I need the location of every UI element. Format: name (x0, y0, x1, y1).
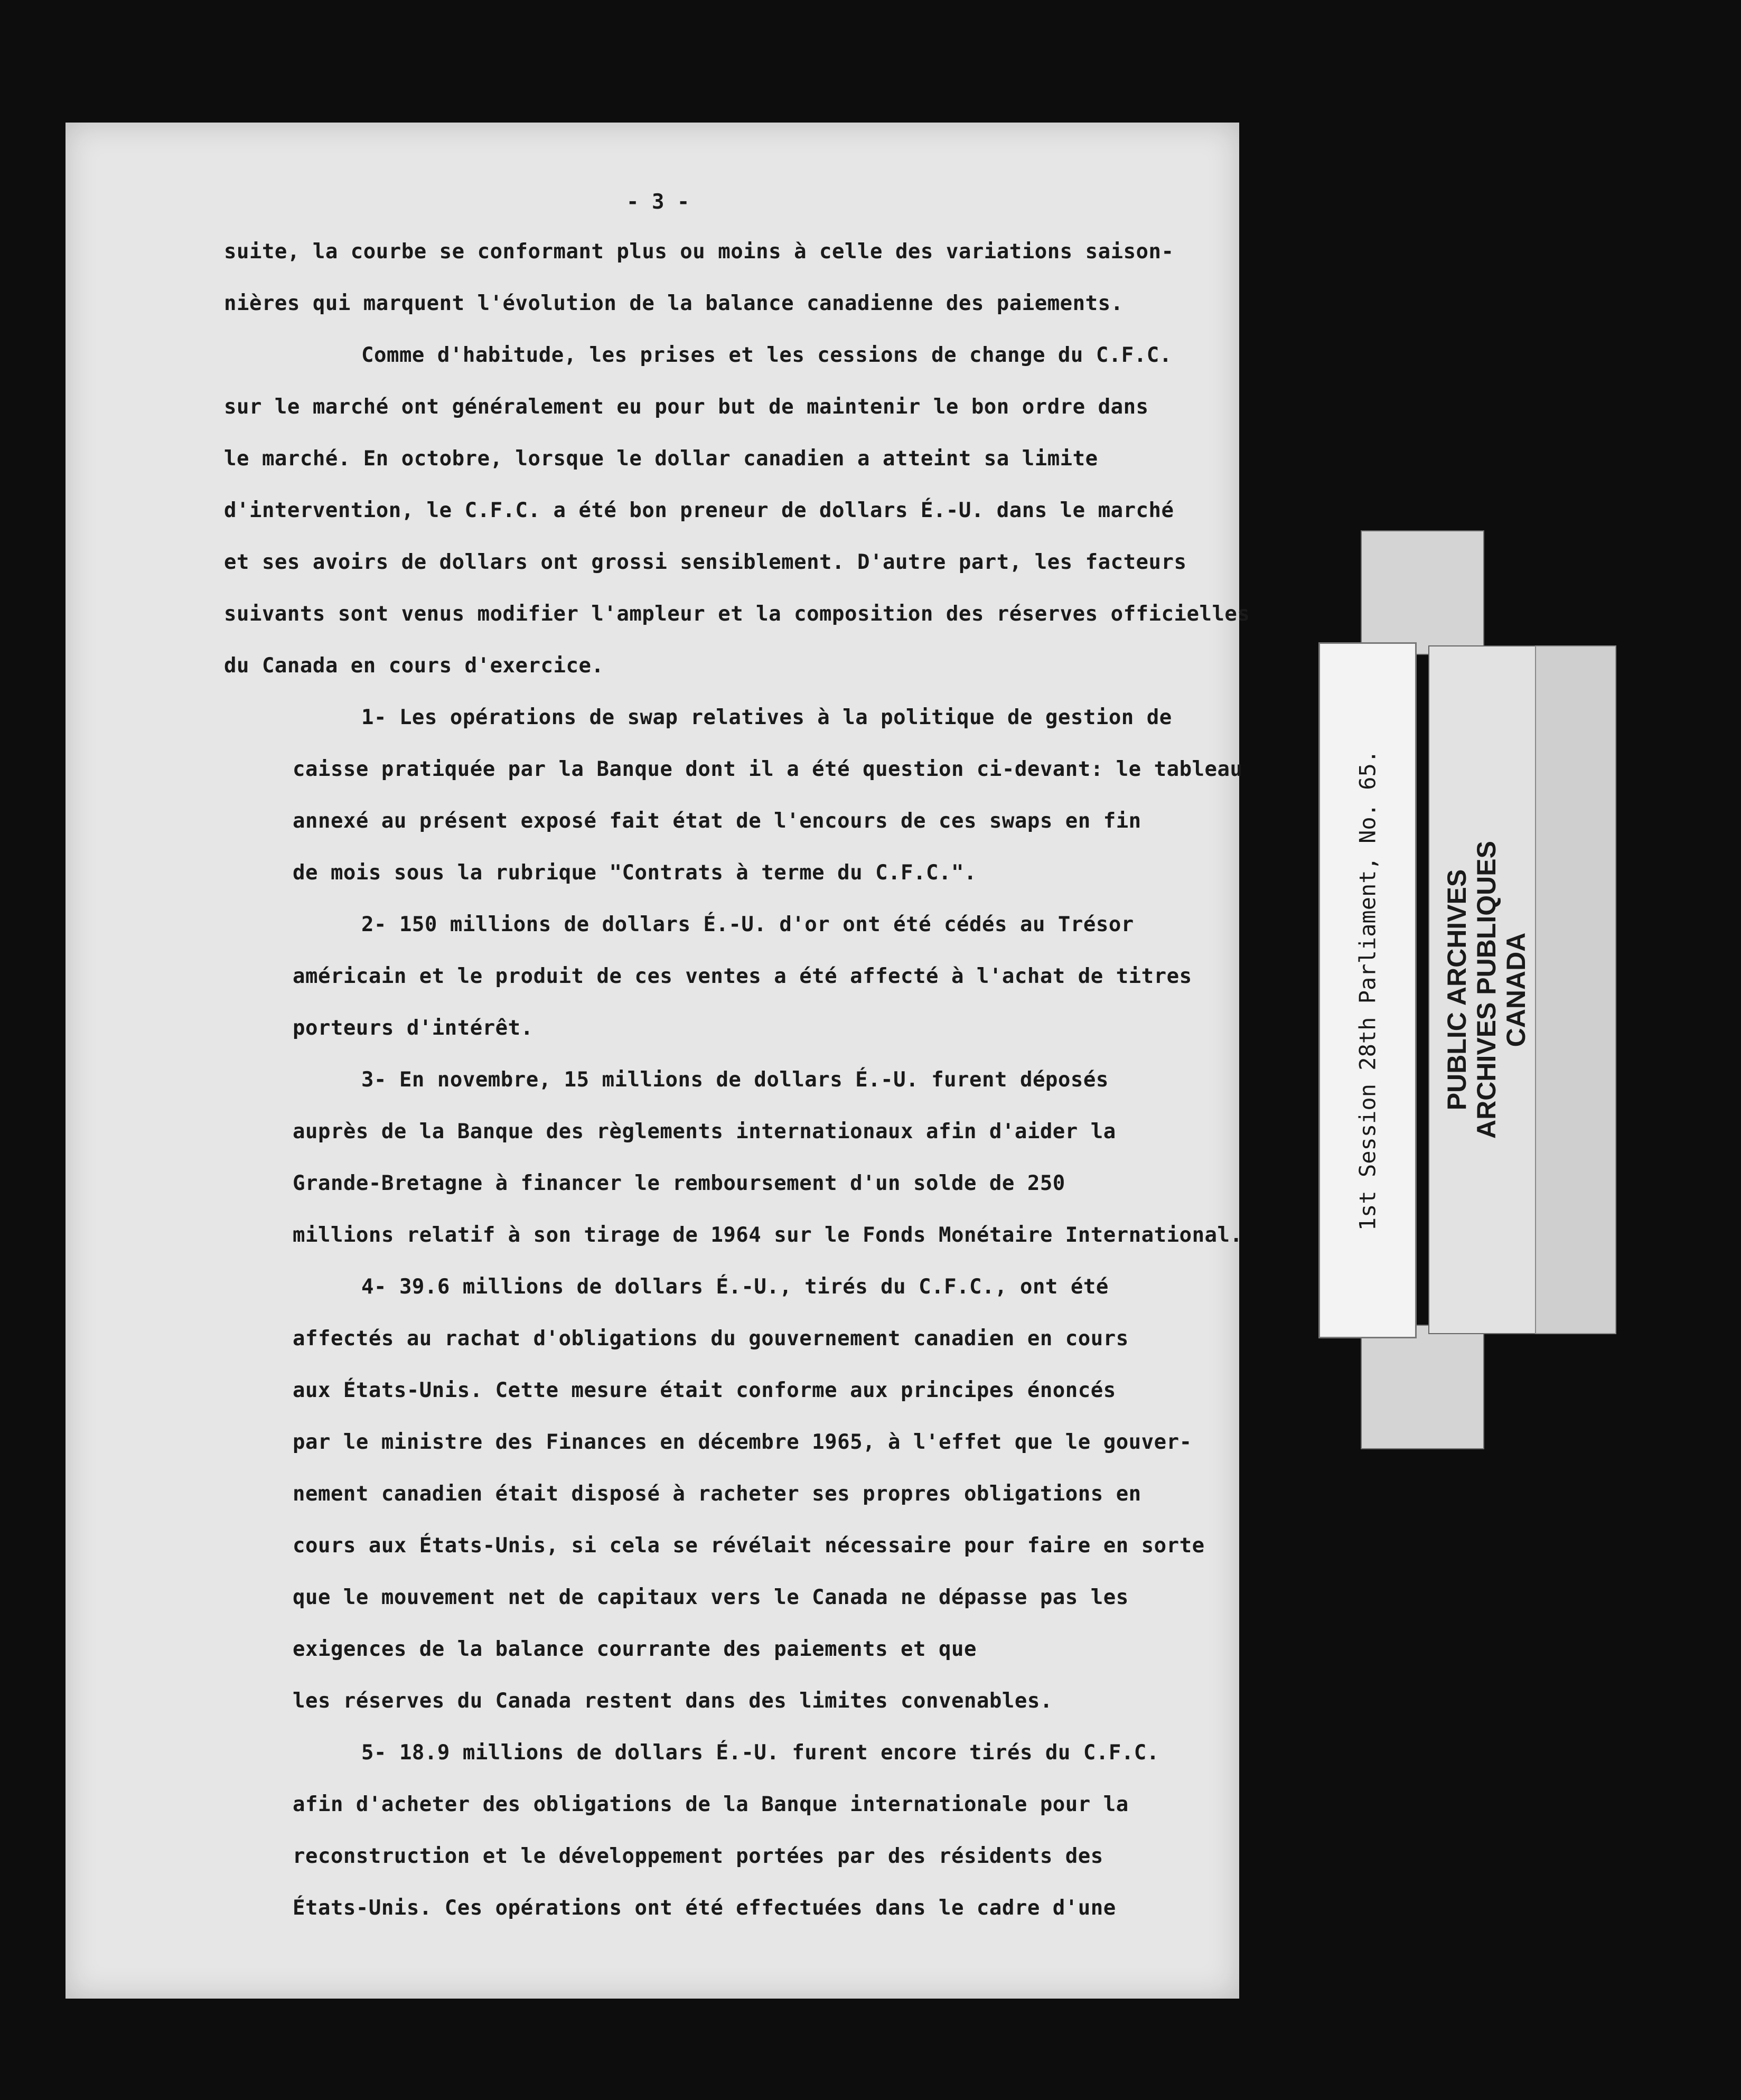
body-line: le marché. En octobre, lorsque le dollar canadien a atteint sa limite (224, 447, 1098, 471)
body-line: et ses avoirs de dollars ont grossi sensiblement. D'autre part, les facteurs (224, 550, 1187, 574)
stamp-line: ARCHIVES PUBLIQUES (1472, 841, 1501, 1139)
body-line: suivants sont venus modifier l'ampleur et la composition des réserves officielles (224, 602, 1250, 626)
list-item-line: caisse pratiquée par la Banque dont il a été question ci-devant: le tableau (293, 757, 1243, 781)
list-item-line: afin d'acheter des obligations de la Banque internationale pour la (293, 1793, 1129, 1816)
list-item-line: américain et le produit de ces ventes a été affecté à l'achat de titres (293, 964, 1192, 988)
list-item-line: annexé au présent exposé fait état de l'encours de ces swaps en fin (293, 809, 1141, 833)
body-line: sur le marché ont généralement eu pour but de maintenir le bon ordre dans (224, 395, 1149, 419)
session-slip (1318, 642, 1417, 1338)
body-line: d'intervention, le C.F.C. a été bon preneur de dollars É.-U. dans le marché (224, 499, 1174, 522)
session-label: 1st Session 28th Parliament, No. 65. (1354, 749, 1381, 1231)
archives-stamp-band (1428, 645, 1545, 1334)
list-item-line: 1- Les opérations de swap relatives à la politique de gestion de (361, 706, 1172, 729)
list-item-line: affectés au rachat d'obligations du gouvernement canadien en cours (293, 1327, 1129, 1351)
body-line: du Canada en cours d'exercice. (224, 654, 604, 678)
list-item-line: auprès de la Banque des règlements internationaux afin d'aider la (293, 1120, 1116, 1143)
list-item-line: 2- 150 millions de dollars É.-U. d'or ont été cédés au Trésor (361, 913, 1134, 936)
binder-tab-top (1361, 530, 1484, 655)
list-item-line: Grande-Bretagne à financer le remboursement d'un solde de 250 (293, 1171, 1065, 1195)
page-number: - 3 - (626, 190, 690, 214)
list-item-line: aux États-Unis. Cette mesure était conforme aux principes énoncés (293, 1379, 1116, 1402)
stamp-line: CANADA (1501, 932, 1531, 1047)
list-item-line: par le ministre des Finances en décembre 1965, à l'effet que le gouver- (293, 1430, 1192, 1454)
list-item-line: exigences de la balance courrante des paiements et que (293, 1637, 977, 1661)
list-item-line: de mois sous la rubrique "Contrats à terme du C.F.C.". (293, 861, 977, 885)
body-line: suite, la courbe se conformant plus ou moins à celle des variations saison- (224, 240, 1174, 264)
body-line: nières qui marquent l'évolution de la balance canadienne des paiements. (224, 292, 1124, 315)
list-item-line: 5- 18.9 millions de dollars É.-U. furent encore tirés du C.F.C. (361, 1741, 1159, 1765)
list-item-line: États-Unis. Ces opérations ont été effectuées dans le cadre d'une (293, 1896, 1116, 1920)
binder-clip (1535, 645, 1616, 1334)
list-item-line: millions relatif à son tirage de 1964 sur le Fonds Monétaire International. (293, 1223, 1243, 1247)
list-item-line: reconstruction et le développement portées par des résidents des (293, 1844, 1103, 1868)
list-item-line: 4- 39.6 millions de dollars É.-U., tirés du C.F.C., ont été (361, 1275, 1109, 1299)
list-item-line: que le mouvement net de capitaux vers le Canada ne dépasse pas les (293, 1586, 1129, 1609)
list-item-line: les réserves du Canada restent dans des limites convenables. (293, 1689, 1053, 1713)
archives-stamp (1442, 841, 1531, 1139)
list-item-line: cours aux États-Unis, si cela se révélait nécessaire pour faire en sorte (293, 1534, 1205, 1558)
document-page (65, 123, 1250, 1999)
body-line: Comme d'habitude, les prises et les cessions de change du C.F.C. (361, 343, 1172, 367)
list-item-line: porteurs d'intérêt. (293, 1016, 533, 1040)
list-item-line: nement canadien était disposé à racheter ses propres obligations en (293, 1482, 1141, 1506)
binder-tab-bottom (1361, 1325, 1484, 1449)
stamp-line: PUBLIC ARCHIVES (1442, 869, 1472, 1111)
list-item-line: 3- En novembre, 15 millions de dollars É.-U. furent déposés (361, 1068, 1109, 1092)
